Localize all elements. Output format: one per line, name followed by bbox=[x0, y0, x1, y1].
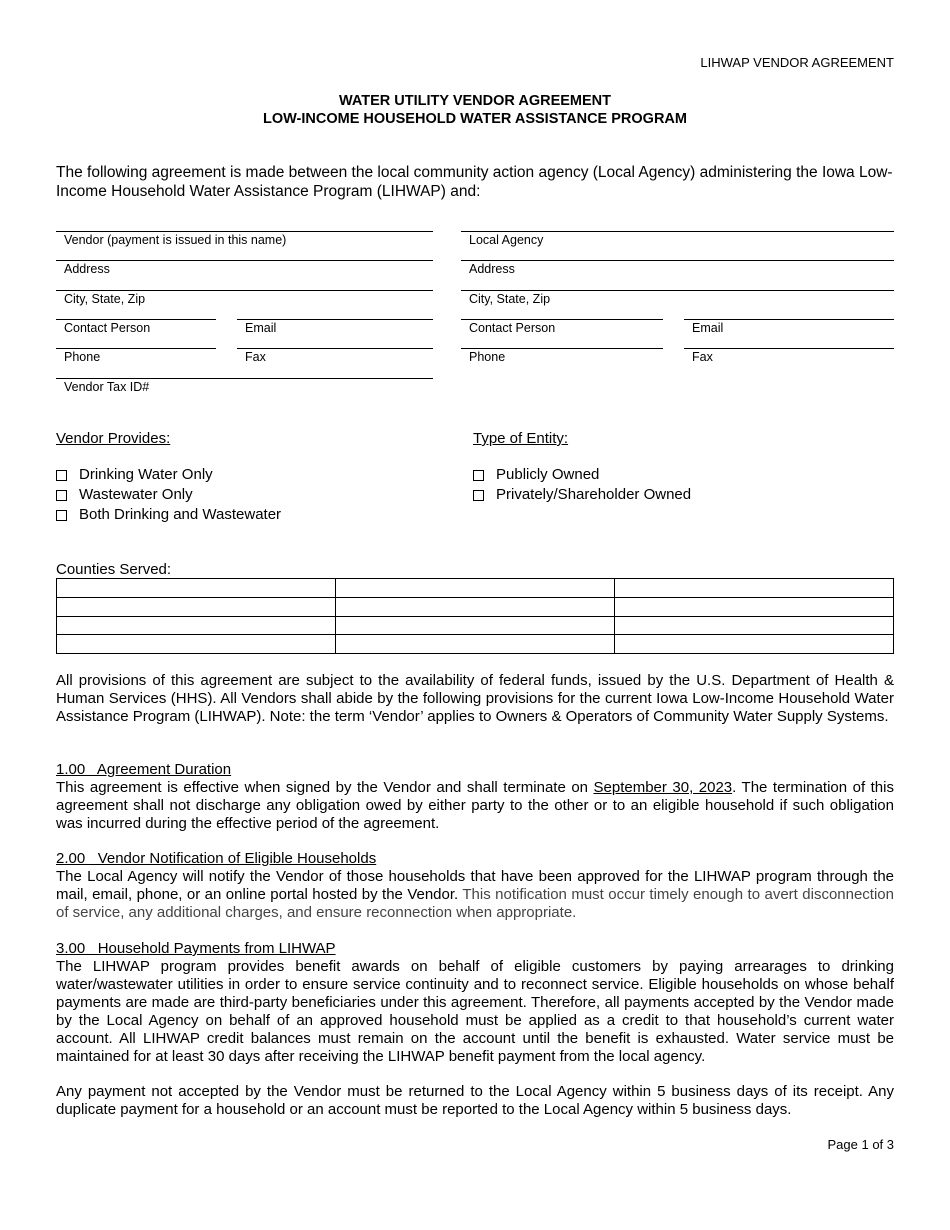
section-3 bbox=[56, 940, 894, 1066]
option-label: Wastewater Only bbox=[79, 486, 193, 503]
county-cell[interactable] bbox=[615, 579, 894, 598]
option-label: Drinking Water Only bbox=[79, 466, 213, 483]
section-2-text-a: The Local Agency will notify the Vendor of those households that have been approved for the LIHWAP program through the mail, email, phone, or an online portal hosted by the Vendor. bbox=[56, 868, 894, 903]
county-cell[interactable] bbox=[336, 597, 615, 616]
section-2 bbox=[56, 850, 894, 922]
vendor-provides-text: Vendor Provides bbox=[56, 430, 167, 447]
county-cell[interactable] bbox=[336, 616, 615, 635]
vendor-tax-id-field[interactable]: Vendor Tax ID# bbox=[56, 378, 433, 396]
checkbox-icon[interactable] bbox=[473, 490, 484, 501]
termination-date: September 30, 2023 bbox=[593, 779, 733, 796]
document-title bbox=[0, 92, 950, 128]
county-cell[interactable] bbox=[615, 616, 894, 635]
agency-contact-field[interactable]: Contact Person bbox=[461, 319, 663, 337]
county-cell[interactable] bbox=[336, 579, 615, 598]
county-cell[interactable] bbox=[57, 616, 336, 635]
section-3-returns-paragraph: Any payment not accepted by the Vendor must be returned to the Local Agency within 5 business days of its receipt. Any duplicate payment for a household or an account must be reported to the Local Agency within 5 business days. bbox=[56, 1083, 894, 1118]
option-publicly-owned[interactable] bbox=[473, 465, 691, 485]
checkbox-icon[interactable] bbox=[56, 470, 67, 481]
counties-served-label: Counties Served: bbox=[56, 561, 172, 578]
agency-fax-field[interactable]: Fax bbox=[684, 348, 894, 366]
vendor-fax-field[interactable]: Fax bbox=[237, 348, 433, 366]
vendor-provides-options bbox=[56, 465, 281, 525]
intro-paragraph: The following agreement is made between the local community action agency (Local Agency) administering the Iowa Low-Income Household Water Assistance Program (LIHWAP) and: bbox=[56, 164, 893, 200]
option-privately-owned[interactable] bbox=[473, 485, 691, 505]
counties-row bbox=[57, 597, 894, 616]
page-number: Page 1 of 3 bbox=[827, 1137, 894, 1152]
county-cell[interactable] bbox=[336, 635, 615, 654]
section-1-text-b: . The termination of this agreement shall not discharge any obligation owed by either party to the other or to an eligible household if such obligation was incurred during the effective period of the agreement. bbox=[56, 779, 894, 832]
vendor-email-field[interactable]: Email bbox=[237, 319, 433, 337]
counties-row bbox=[57, 635, 894, 654]
vendor-city-field[interactable]: City, State, Zip bbox=[56, 290, 433, 308]
vendor-provides-colon: : bbox=[166, 430, 171, 447]
option-label: Both Drinking and Wastewater bbox=[79, 506, 282, 523]
checkbox-icon[interactable] bbox=[56, 510, 67, 521]
section-2-text-b: This notification must occur timely enough to avert disconnection of service, any additional charges, and ensure reconnection when appropriate. bbox=[56, 886, 894, 921]
entity-type-label: Type of Entity: bbox=[473, 430, 569, 447]
option-both[interactable] bbox=[56, 505, 281, 525]
section-1-heading: 1.00 Agreement Duration bbox=[56, 761, 232, 778]
agency-phone-field[interactable]: Phone bbox=[461, 348, 663, 366]
agency-name-field[interactable]: Local Agency bbox=[461, 231, 894, 249]
section-1 bbox=[56, 761, 894, 833]
title-line-2: LOW-INCOME HOUSEHOLD WATER ASSISTANCE PROGRAM bbox=[263, 111, 687, 127]
section-2-heading: 2.00 Vendor Notification of Eligible Households bbox=[56, 850, 377, 867]
entity-type-options bbox=[473, 465, 691, 505]
county-cell[interactable] bbox=[57, 597, 336, 616]
option-drinking-water[interactable] bbox=[56, 465, 281, 485]
option-label: Privately/Shareholder Owned bbox=[496, 486, 692, 503]
agency-address-field[interactable]: Address bbox=[461, 260, 894, 278]
agency-email-field[interactable]: Email bbox=[684, 319, 894, 337]
option-label: Publicly Owned bbox=[496, 466, 600, 483]
section-3-body: The LIHWAP program provides benefit awards on behalf of eligible customers by paying arrearages to drinking water/wastewater utilities in order to ensure service continuity and to reconnect service. Eligible households on whose behalf payments are made are third-party beneficiaries under this agreement. Therefore, all payments accepted by the Vendor made by the Local Agency on behalf of an approved household must be applied as a credit to that household’s current water account. All LIHWAP credit balances must remain on the account until the benefit is exhausted. Water service must be maintained for at least 30 days after receiving the LIHWAP benefit payment from the local agency. bbox=[56, 958, 894, 1065]
vendor-address-field[interactable]: Address bbox=[56, 260, 433, 278]
county-cell[interactable] bbox=[615, 635, 894, 654]
counties-row bbox=[57, 616, 894, 635]
vendor-phone-field[interactable]: Phone bbox=[56, 348, 216, 366]
option-wastewater[interactable] bbox=[56, 485, 281, 505]
provisions-intro: All provisions of this agreement are subject to the availability of federal funds, issued by the U.S. Department of Health & Human Services (HHS). All Vendors shall abide by the following provisions for the current Iowa Low-Income Household Water Assistance Program (LIHWAP). Note: the term ‘Vendor’ applies to Owners & Operators of Community Water Supply Systems. bbox=[56, 672, 894, 725]
counties-row bbox=[57, 579, 894, 598]
county-cell[interactable] bbox=[57, 579, 336, 598]
county-cell[interactable] bbox=[57, 635, 336, 654]
counties-grid bbox=[56, 578, 894, 654]
section-3-heading: 3.00 Household Payments from LIHWAP bbox=[56, 940, 336, 957]
vendor-provides-label bbox=[56, 430, 170, 447]
checkbox-icon[interactable] bbox=[473, 470, 484, 481]
vendor-contact-field[interactable]: Contact Person bbox=[56, 319, 216, 337]
section-2-body bbox=[56, 868, 894, 922]
document-code: LIHWAP VENDOR AGREEMENT bbox=[700, 55, 894, 70]
title-line-1: WATER UTILITY VENDOR AGREEMENT bbox=[338, 93, 612, 109]
agency-city-field[interactable]: City, State, Zip bbox=[461, 290, 894, 308]
section-1-body bbox=[56, 779, 894, 833]
checkbox-icon[interactable] bbox=[56, 490, 67, 501]
vendor-name-field[interactable]: Vendor (payment is issued in this name) bbox=[56, 231, 433, 249]
section-1-text-a: This agreement is effective when signed by the Vendor and shall terminate on bbox=[56, 779, 594, 796]
county-cell[interactable] bbox=[615, 597, 894, 616]
